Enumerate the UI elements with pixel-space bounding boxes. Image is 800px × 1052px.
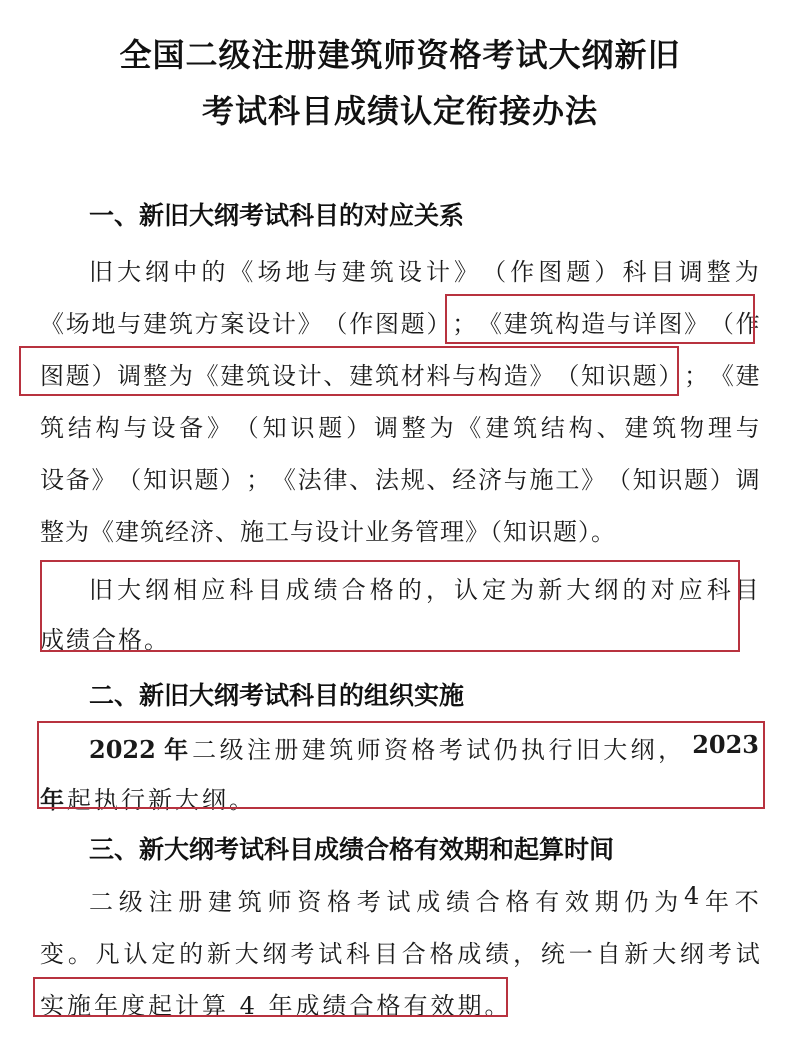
section-1-heading: 一、新旧大纲考试科目的对应关系 bbox=[89, 201, 465, 230]
section-1-para-1-line-1: 旧 大 纲 中 的 《 场 地 与 建 筑 设 计 》 （ 作 图 题 ） 科 目 调 整 为 bbox=[89, 258, 759, 286]
section-2-heading: 二、新旧大纲考试科目的组织实施 bbox=[89, 681, 465, 710]
year-2023: 2023 bbox=[692, 730, 759, 759]
section-1-para-2-line-2: 成绩合格。 bbox=[40, 626, 170, 654]
section-1-para-1-line-4: 筑 结 构 与 设 备 》 （ 知 识 题 ） 调 整 为 《 建 筑 结 构 、 建 筑 物 理 与 bbox=[40, 414, 760, 442]
section-1-para-1-line-5: 设 备 》 （ 知 识 题 ） ； 《 法 律 、 法 规 、 经 济 与 施 工 》 （ 知 识 题 ） 调 bbox=[40, 466, 760, 494]
section-3-heading: 三、新大纲考试科目成绩合格有效期和起算时间 bbox=[89, 835, 615, 864]
section-3-line-1: 二 级 注 册 建 筑 师 资 格 考 试 成 绩 合 格 有 效 期 仍 为 4 年 不 bbox=[89, 882, 759, 916]
year-2022: 2022 年 bbox=[89, 735, 189, 764]
section-3-line-2: 变 。 凡 认 定 的 新 大 纲 考 试 科 目 合 格 成 绩 ， 统 一 自 新 大 纲 考 试 bbox=[40, 940, 760, 968]
section-1-para-1-line-6: 整为《建筑经济、施工与设计业务管理》（知识题）。 bbox=[40, 518, 616, 546]
doc-title-line-1: 全国二级注册建筑师资格考试大纲新旧 bbox=[119, 36, 681, 74]
section-2-line-1 bbox=[89, 730, 759, 765]
section-1-para-2-line-1: 旧 大 纲 相 应 科 目 成 绩 合 格 的 ， 认 定 为 新 大 纲 的 对 应 科 目 bbox=[89, 576, 759, 604]
section-2-text-1: 二 级 注 册 建 筑 师 资 格 考 试 仍 执 行 旧 大 纲 ， bbox=[192, 736, 683, 764]
section-2-text-2: 起执行新大纲。 bbox=[67, 786, 256, 814]
year-2023-suffix: 年 bbox=[40, 785, 67, 814]
section-3-line-3: 实施年度起计算 4 年成绩合格有效期。 bbox=[40, 992, 512, 1020]
section-2-line-2 bbox=[40, 780, 760, 815]
doc-title-line-2: 考试科目成绩认定衔接办法 bbox=[201, 92, 598, 130]
section-1-para-1-line-2: 《 场 地 与 建 筑 方 案 设 计 》 （ 作 图 题 ） ； 《 建 筑 构 造 与 详 图 》 （ 作 bbox=[40, 310, 760, 338]
section-1-para-1-line-3: 图 题 ） 调 整 为 《 建 筑 设 计 、 建 筑 材 料 与 构 造 》 （ 知 识 题 ） ； 《 建 bbox=[40, 362, 760, 390]
